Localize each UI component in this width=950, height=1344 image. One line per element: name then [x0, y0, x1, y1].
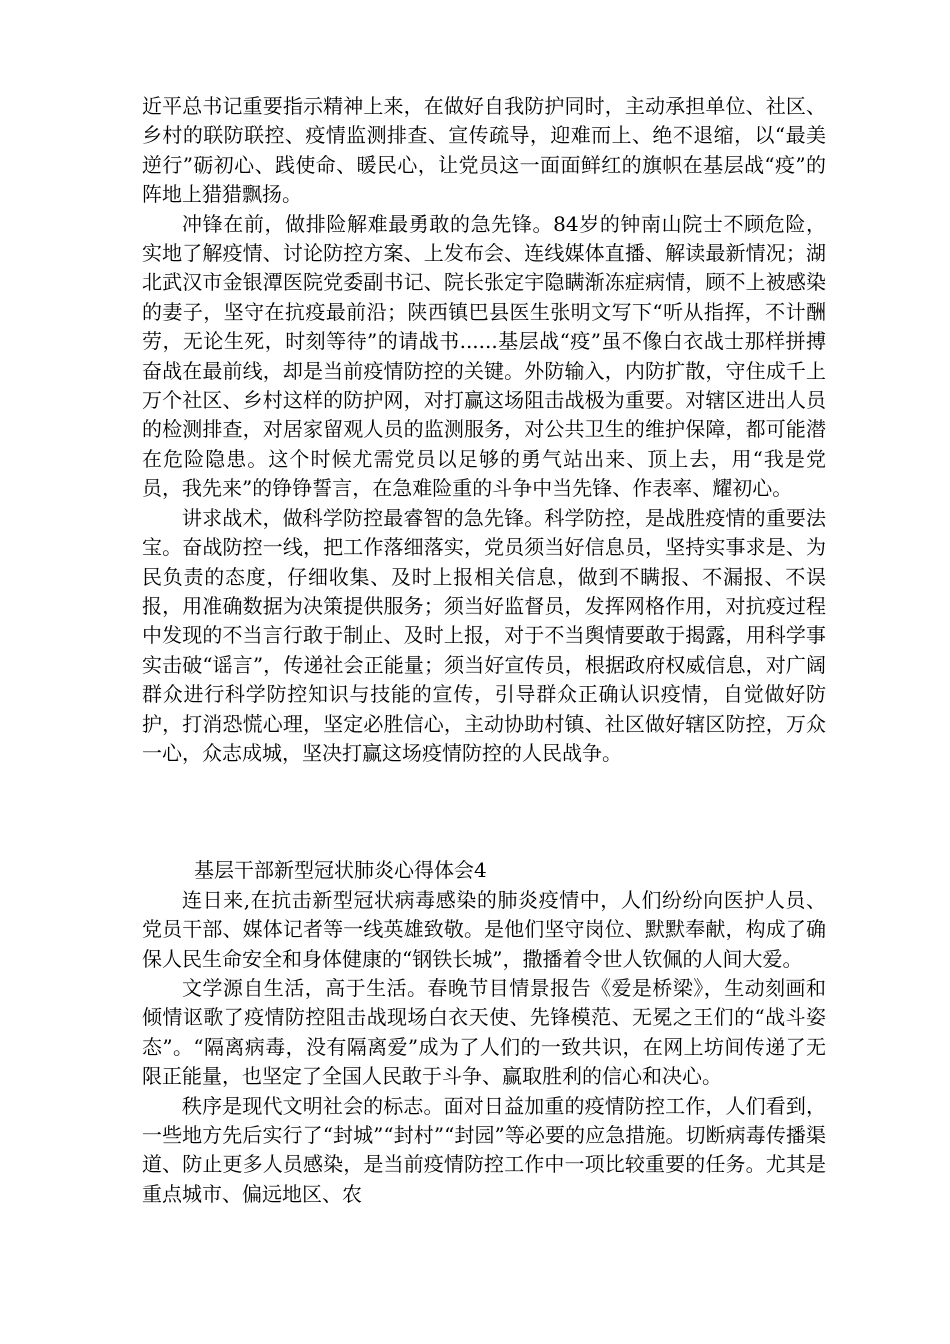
document-page	[142, 92, 826, 1209]
paragraph-science-tactics: 讲求战术，做科学防控最睿智的急先锋。科学防控，是战胜疫情的重要法宝。奋战防控一线，把工作落细落实，党员须当好信息员，坚持实事求是、为民负责的态度，仔细收集、及时上报相关信息，做到不瞒报、不漏报、不误报，用准确数据为决策提供服务；须当好监督员，发挥网格作用，对抗疫过程中发现的不当言行敢于制止、及时上报，对于不当舆情要敢于揭露，用科学事实击破“谣言”，传递社会正能量；须当好宣传员，根据政府权威信息，对广阔群众进行科学防控知识与技能的宣传，引导群众正确认识疫情，自觉做好防护，打消恐慌心理，坚定必胜信心，主动协助村镇、社区做好辖区防控，万众一心，众志成城，坚决打赢这场疫情防控的人民战争。	[142, 505, 826, 765]
section-gap	[142, 768, 826, 856]
paragraph-literature: 文学源自生活，高于生活。春晚节目情景报告《爱是桥梁》，生动刻画和倾情讴歌了疫情防控阻击战现场白衣天使、先锋模范、无冕之王们的“战斗姿态”。“隔离病毒，没有隔离爱”成为了人们的一致共识，在网上坊间传递了无限正能量，也坚定了全国人民敢于斗争、赢取胜利的信心和决心。	[142, 975, 826, 1089]
paragraph-order: 秩序是现代文明社会的标志。面对日益加重的疫情防控工作，人们看到，一些地方先后实行了“封城”“封村”“封园”等必要的应急措施。切断病毒传播渠道、防止更多人员感染，是当前疫情防控工作中一项比较重要的任务。尤其是重点城市、偏远地区、农	[142, 1093, 826, 1206]
paragraph-charge-forward: 冲锋在前，做排险解难最勇敢的急先锋。84岁的钟南山院士不顾危险，实地了解疫情、讨论防控方案、上发布会、连线媒体直播、解读最新情况；湖北武汉市金银潭医院党委副书记、院长张定宇隐瞒渐冻症病情，顾不上被感染的妻子，坚守在抗疫最前沿；陕西镇巴县医生张明文写下“听从指挥，不计酬劳，无论生死，时刻等待”的请战书......基层战“疫”虽不像白衣战士那样拼搏奋战在最前线，却是当前疫情防控的关键。外防输入，内防扩散，守住成千上万个社区、乡村这样的防护网，对打赢这场阻击战极为重要。对辖区进出人员的检测排查，对居家留观人员的监测服务，对公共卫生的维护保障，都可能潜在危险隐患。这个时候尤需党员以足够的勇气站出来、顶上去，用“我是党员，我先来”的铮铮誓言，在急难险重的斗争中当先锋、作表率、耀初心。	[142, 211, 826, 501]
paragraph-continuation: 近平总书记重要指示精神上来，在做好自我防护同时，主动承担单位、社区、乡村的联防联控、疫情监测排查、宣传疏导，迎难而上、绝不退缩，以“最美逆行”砺初心、践使命、暖民心，让党员这一面面鲜红的旗帜在基层战“疫”的阵地上猎猎飘扬。	[142, 94, 826, 207]
section-title: 基层干部新型冠状肺炎心得体会4	[194, 858, 487, 883]
paragraph-tribute: 连日来,在抗击新型冠状病毒感染的肺炎疫情中，人们纷纷向医护人员、党员干部、媒体记者等一线英雄致敬。是他们坚守岗位、默默奉献，构成了确保人民生命安全和身体健康的“钢铁长城”，撒播着令世人钦佩的人间大爱。	[142, 887, 826, 971]
